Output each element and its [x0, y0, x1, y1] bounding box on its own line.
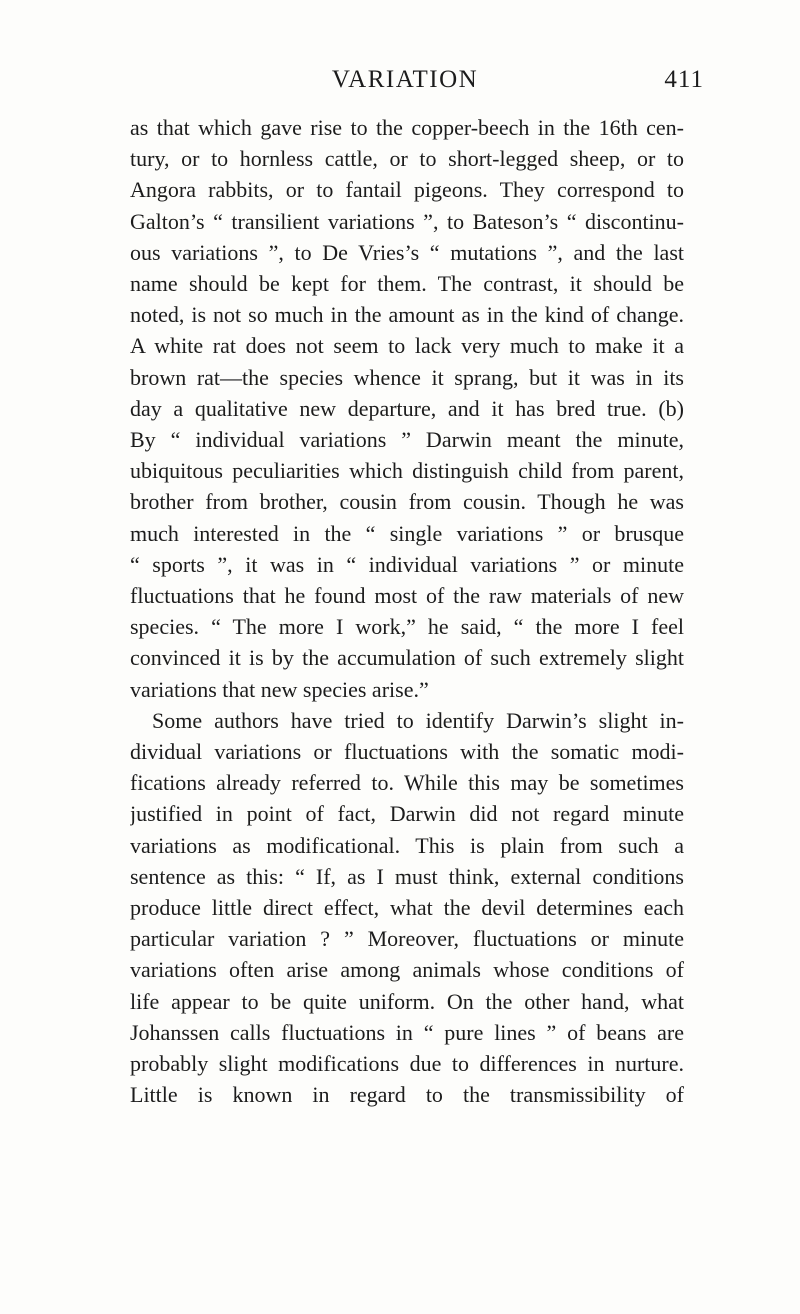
text-line: A white rat does not seem to lack very much to make it a — [130, 333, 684, 359]
body-text — [130, 112, 684, 1111]
text-line: as that which gave rise to the copper-beech in the 16th cen- — [130, 115, 684, 140]
text-line: produce little direct effect, what the devil determines each — [130, 895, 684, 921]
text-line: brown rat—the species whence it sprang, but it was in its — [130, 364, 684, 390]
page-number: 411 — [664, 66, 704, 93]
text-line: noted, is not so much in the amount as in the kind of change. — [130, 302, 684, 328]
page-header — [110, 66, 704, 106]
text-line: Little is known in regard to the transmissibility of — [130, 1082, 684, 1108]
text-line: particular variation ? ” Moreover, fluctuations or minute — [130, 926, 684, 952]
text-line: fications already referred to. While this may be sometimes — [130, 770, 684, 796]
text-line: “ sports ”, it was in “ individual variations ” or minute — [130, 551, 684, 577]
text-line: ous variations ”, to De Vries’s “ mutations ”, and the last — [130, 239, 684, 265]
text-line: life appear to be quite uniform. On the other hand, what — [130, 988, 684, 1014]
text-line: brother from brother, cousin from cousin. Though he was — [130, 489, 684, 515]
text-line: Angora rabbits, or to fantail pigeons. They correspond to — [130, 177, 684, 203]
text-line: tury, or to hornless cattle, or to short-legged sheep, or to — [130, 146, 684, 172]
text-line: convinced it is by the accumulation of such extremely slight — [130, 645, 684, 671]
text-line: justified in point of fact, Darwin did not regard minute — [130, 801, 684, 827]
text-line: ubiquitous peculiarities which distinguish child from parent, — [130, 458, 684, 484]
text-line: variations often arise among animals whose conditions of — [130, 957, 684, 983]
text-line: dividual variations or fluctuations with the somatic modi- — [130, 739, 684, 765]
text-line: fluctuations that he found most of the raw materials of new — [130, 583, 684, 609]
text-line: variations that new species arise.” — [130, 676, 429, 702]
text-line: species. “ The more I work,” he said, “ the more I feel — [130, 614, 684, 640]
text-line: By “ individual variations ” Darwin meant the minute, — [130, 427, 684, 453]
text-line: variations as modificational. This is plain from such a — [130, 832, 684, 858]
text-line: day a qualitative new departure, and it has bred true. (b) — [130, 395, 684, 421]
text-line: name should be kept for them. The contrast, it should be — [130, 271, 684, 297]
running-head: VARIATION — [331, 66, 479, 93]
text-line: sentence as this: “ If, as I must think, external conditions — [130, 863, 684, 889]
text-line: much interested in the “ single variations ” or brusque — [130, 520, 684, 546]
text-line: Some authors have tried to identify Darwin’s slight in- — [152, 707, 684, 733]
text-line: Johanssen calls fluctuations in “ pure lines ” of beans are — [130, 1019, 684, 1045]
text-line: probably slight modifications due to differences in nurture. — [130, 1051, 684, 1077]
text-line: Galton’s “ transilient variations ”, to Bateson’s “ discontinu- — [130, 208, 684, 234]
